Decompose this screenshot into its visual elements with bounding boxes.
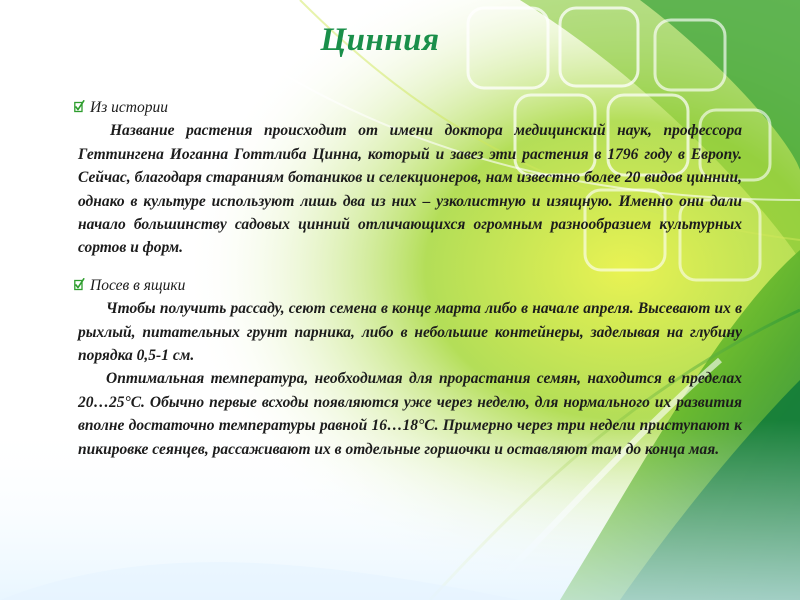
section-heading bbox=[78, 96, 742, 119]
paragraph: Чтобы получить рассаду, сеют семена в конце марта либо в начале апреля. Высевают их в рыхлый, питательных грунт парника, либо в небольшие контейнеры, заделывая на глубину порядка 0,5-1 см. bbox=[78, 300, 742, 365]
section-heading-text: Посев в ящики bbox=[90, 276, 186, 294]
section-heading bbox=[78, 274, 742, 297]
paragraph: Название растения происходит от имени доктора медицинский наук, профессора Геттингена Иоганна Готтлиба Цинна, который и завез эти растения в 1796 году в Европу. Сейчас, благодаря стараниям ботаников и селекционеров, нам известно более 20 видов циннии, однако в культуре используют лишь два из них – узколистную и изящную. Именно они дали начало большинству садовых цинний отличающихся огромным разнообразием культурных сортов и форм. bbox=[78, 122, 742, 257]
slide-title: Цинния bbox=[320, 22, 440, 58]
section-heading-text: Из истории bbox=[90, 99, 168, 116]
paragraph: Оптимальная температура, необходимая для прорастания семян, находится в пределах 20…25°С. Обычно первые всходы появляются уже через неделю, для нормального их развития вполне достаточно температуры равной 16…18°С. Примерно через три недели приступают к пикировке сеянцев, рассаживают их в отдельные горшочки и оставляют там до конца мая. bbox=[78, 370, 742, 458]
checkbox-bullet-icon bbox=[74, 277, 85, 293]
section-sowing bbox=[78, 274, 742, 461]
section-history bbox=[78, 96, 742, 260]
checkbox-bullet-icon bbox=[74, 99, 85, 115]
slide-content bbox=[78, 96, 742, 475]
